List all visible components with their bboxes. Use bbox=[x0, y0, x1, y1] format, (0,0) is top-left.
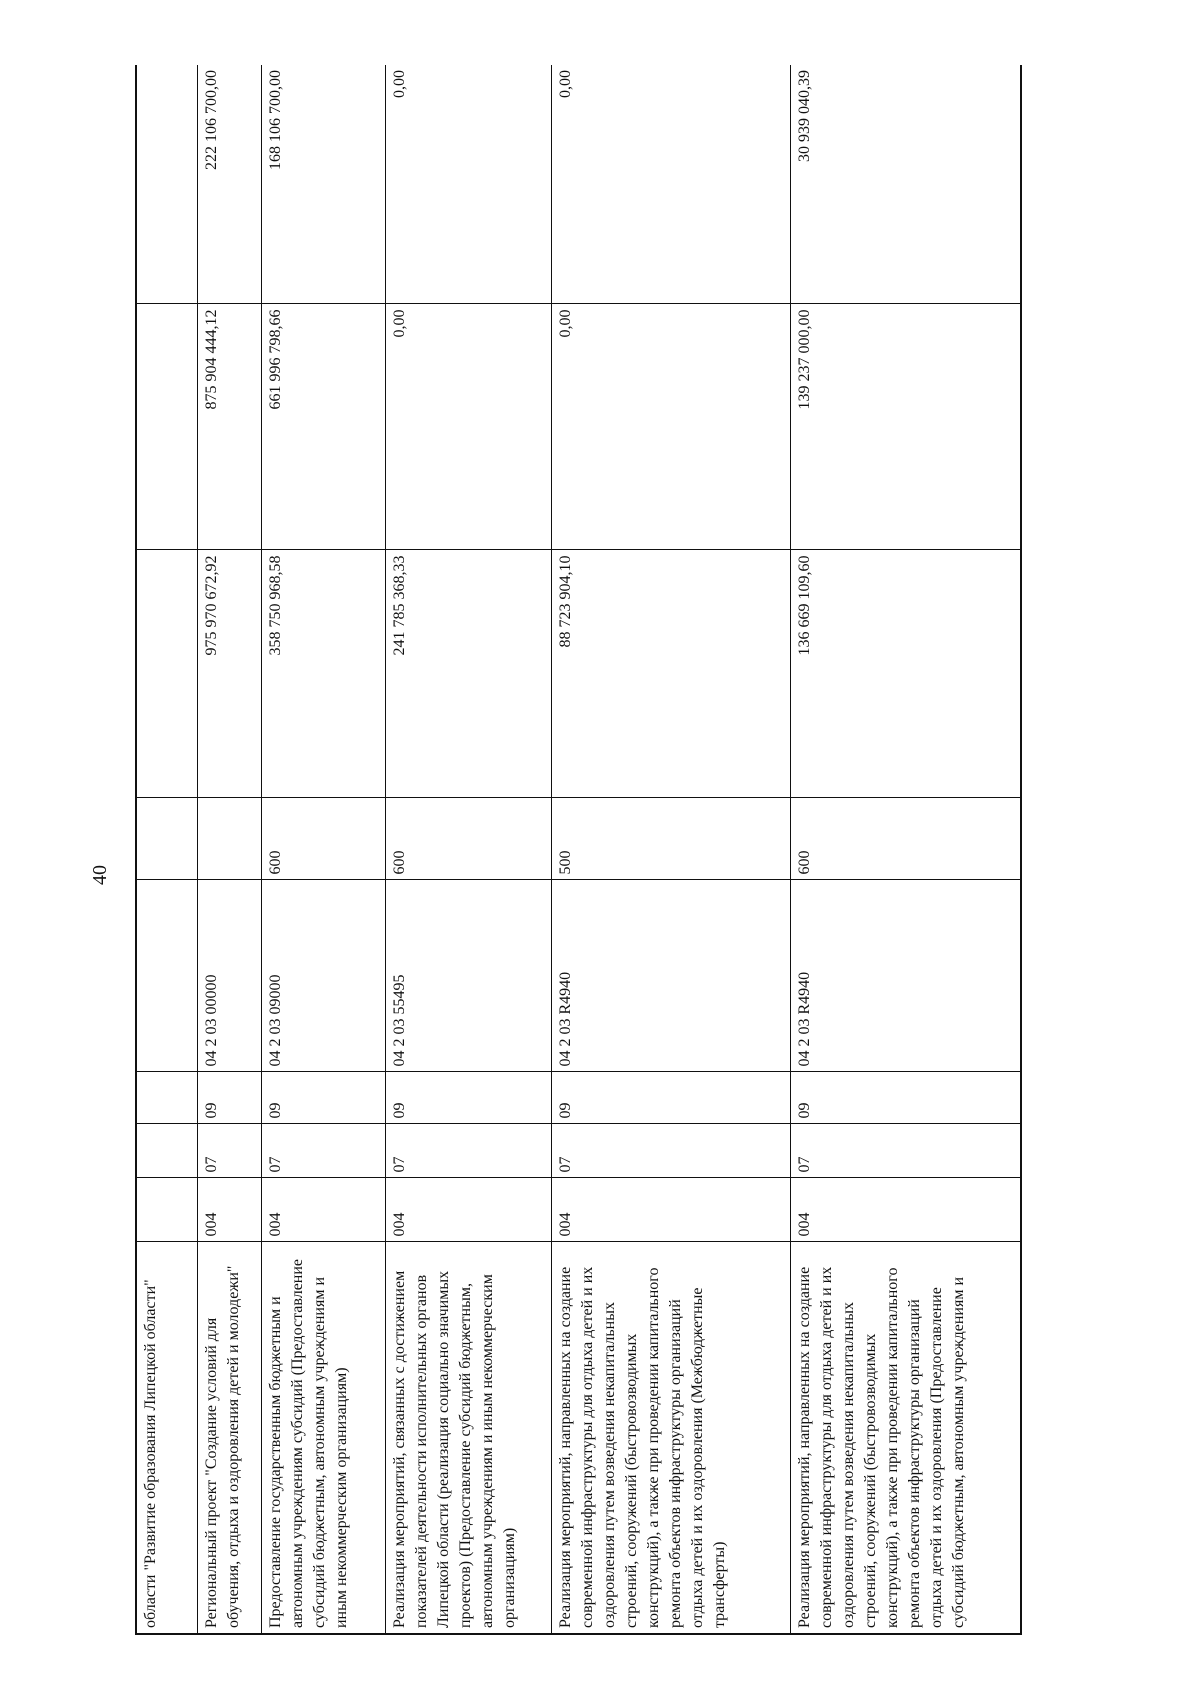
admin-code-cell: 004 bbox=[386, 1178, 552, 1242]
rotated-table-frame bbox=[135, 65, 1095, 1637]
page-number: 40 bbox=[89, 865, 111, 885]
expense-name-cell: Реализация мероприятий, связанных с достижением показателей деятельности исполнительных органов Липецкой области (реализация социально значимых проектов) (Предоставление субсидий бюджетным, автономным учреждениям и иным некоммерческим организациям) bbox=[386, 1242, 552, 1634]
sum-year1-cell: 975 970 672,92 bbox=[198, 550, 262, 798]
section-code-cell: 07 bbox=[262, 1124, 386, 1178]
subsection-code-cell: 09 bbox=[791, 1072, 1022, 1124]
sum-year2-cell: 0,00 bbox=[386, 304, 552, 550]
sum-year1-cell: 241 785 368,33 bbox=[386, 550, 552, 798]
expense-name-cell: Предоставление государственным бюджетным и автономным учреждениям субсидий (Предоставление субсидий бюджетным, автономным учреждениям и иным некоммерческим организациям) bbox=[262, 1242, 386, 1634]
sum-year2-cell bbox=[136, 304, 198, 550]
table-row bbox=[552, 65, 791, 1634]
expense-type-cell bbox=[198, 798, 262, 880]
table-row bbox=[262, 65, 386, 1634]
target-code-cell: 04 2 03 55495 bbox=[386, 880, 552, 1072]
subsection-code-cell: 09 bbox=[198, 1072, 262, 1124]
sum-year3-cell: 30 939 040,39 bbox=[791, 65, 1022, 304]
section-code-cell bbox=[136, 1124, 198, 1178]
admin-code-cell: 004 bbox=[791, 1178, 1022, 1242]
sum-year3-cell: 222 106 700,00 bbox=[198, 65, 262, 304]
admin-code-cell: 004 bbox=[262, 1178, 386, 1242]
expense-type-cell bbox=[136, 798, 198, 880]
table-container bbox=[135, 65, 1091, 1635]
section-code-cell: 07 bbox=[552, 1124, 791, 1178]
sum-year2-cell: 875 904 444,12 bbox=[198, 304, 262, 550]
sum-year1-cell: 358 750 968,58 bbox=[262, 550, 386, 798]
sum-year1-cell: 88 723 904,10 bbox=[552, 550, 791, 798]
expense-name-cell: области "Развитие образования Липецкой области" bbox=[136, 1242, 198, 1634]
subsection-code-cell: 09 bbox=[386, 1072, 552, 1124]
section-code-cell: 07 bbox=[386, 1124, 552, 1178]
target-code-cell bbox=[136, 880, 198, 1072]
expense-name-cell: Региональный проект "Создание условий для обучения, отдыха и оздоровления детей и молодежи" bbox=[198, 1242, 262, 1634]
target-code-cell: 04 2 03 09000 bbox=[262, 880, 386, 1072]
target-code-cell: 04 2 03 R4940 bbox=[791, 880, 1022, 1072]
sum-year3-cell: 168 106 700,00 bbox=[262, 65, 386, 304]
sum-year1-cell: 136 669 109,60 bbox=[791, 550, 1022, 798]
subsection-code-cell: 09 bbox=[552, 1072, 791, 1124]
sum-year3-cell: 0,00 bbox=[552, 65, 791, 304]
admin-code-cell: 004 bbox=[552, 1178, 791, 1242]
sum-year3-cell: 0,00 bbox=[386, 65, 552, 304]
target-code-cell: 04 2 03 R4940 bbox=[552, 880, 791, 1072]
admin-code-cell bbox=[136, 1178, 198, 1242]
admin-code-cell: 004 bbox=[198, 1178, 262, 1242]
budget-table bbox=[135, 65, 1022, 1635]
table-row bbox=[198, 65, 262, 1634]
subsection-code-cell bbox=[136, 1072, 198, 1124]
table-row bbox=[136, 65, 198, 1634]
expense-name-cell: Реализация мероприятий, направленных на создание современной инфраструктуры для отдыха детей и их оздоровления путем возведения некапитальных строений, сооружений (быстровозводимых конструкций), а также при проведении капитального ремонта объектов инфраструктуры организаций отдыха детей и их оздоровления (Межбюджетные трансферты) bbox=[552, 1242, 791, 1634]
section-code-cell: 07 bbox=[791, 1124, 1022, 1178]
section-code-cell: 07 bbox=[198, 1124, 262, 1178]
expense-type-cell: 500 bbox=[552, 798, 791, 880]
subsection-code-cell: 09 bbox=[262, 1072, 386, 1124]
target-code-cell: 04 2 03 00000 bbox=[198, 880, 262, 1072]
table-row bbox=[791, 65, 1022, 1634]
sum-year2-cell: 139 237 000,00 bbox=[791, 304, 1022, 550]
expense-name-cell: Реализация мероприятий, направленных на создание современной инфраструктуры для отдыха детей и их оздоровления путем возведения некапитальных строений, сооружений (быстровозводимых конструкций), а также при проведении капитального ремонта объектов инфраструктуры организаций отдыха детей и их оздоровления (Предоставление субсидий бюджетным, автономным учреждениям и bbox=[791, 1242, 1022, 1634]
expense-type-cell: 600 bbox=[386, 798, 552, 880]
sum-year1-cell bbox=[136, 550, 198, 798]
table-row bbox=[386, 65, 552, 1634]
expense-type-cell: 600 bbox=[262, 798, 386, 880]
sum-year2-cell: 661 996 798,66 bbox=[262, 304, 386, 550]
expense-type-cell: 600 bbox=[791, 798, 1022, 880]
sum-year2-cell: 0,00 bbox=[552, 304, 791, 550]
sum-year3-cell bbox=[136, 65, 198, 304]
